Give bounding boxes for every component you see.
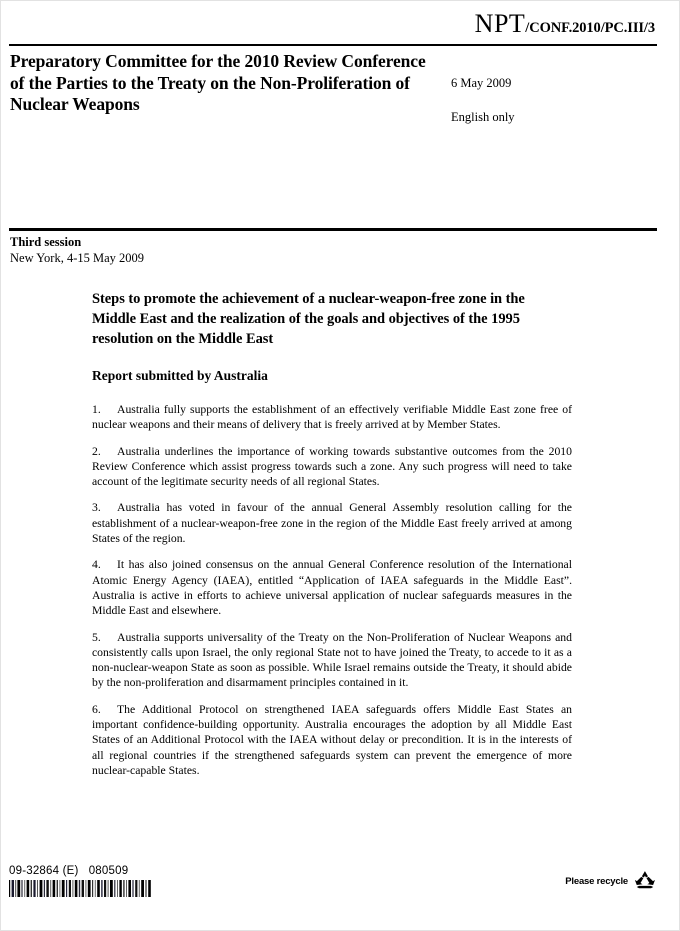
paragraph-number: 6. [92,702,101,716]
paragraph-text: Australia has voted in favour of the annual General Assembly resolution calling for the establishment of a nuclear-weapon-free zone in the region of the Middle East freely arrived at among States of the region. [92,501,572,546]
recycle-label: Please recycle [565,875,628,887]
paragraph-text: The Additional Protocol on strengthened IAEA safeguards offers Middle East States an important confidence-building opportunity. Australia encourages the adoption by all Middle East States of an Additional Protocol with the IAEA without delay or precondition. It is in the interests of all regional countries if the strengthened safeguards system can prevent the emergence of more nuclear-capable States. [92,702,572,777]
header-rule-bottom [9,228,657,231]
header-rule-top [9,44,657,46]
paragraph-number: 5. [92,630,101,644]
paragraph [92,444,572,490]
document-symbol-prefix: NPT [474,9,526,38]
paragraph-text: Australia underlines the importance of working towards substantive outcomes from the 2010 Review Conference which assist progress towards such a zone. Any such progress will need to take account of the legitimate security needs of all regional States. [92,444,572,489]
paragraph [92,702,572,778]
recycle-icon [633,870,657,892]
paragraph-number: 2. [92,444,101,458]
footer-left [9,865,309,897]
page-title: Preparatory Committee for the 2010 Review Conference of the Parties to the Treaty on the Non-Proliferation of Nuclear Weapons [10,51,426,114]
paragraph-list [92,402,572,778]
paragraph-text: Australia fully supports the establishment of an effectively verifiable Middle East zone free of nuclear weapons and their means of delivery that is freely arrived at by Member States. [92,403,572,432]
paragraph [92,402,572,433]
document-heading: Steps to promote the achievement of a nuclear-weapon-free zone in the Middle East and the realization of the goals and objectives of the 1995 resolution on the Middle East [92,291,525,347]
masthead-meta [451,75,661,125]
paragraph-text: Australia supports universality of the Treaty on the Non-Proliferation of Nuclear Weapons and consistently calls upon Israel, the only regional State not to have joined the Treaty, to accede to it as a non-nuclear-weapon State as soon as possible. While Israel remains outside the Treaty, it should abide by the non-proliferation and disarmament principles contained in it. [92,630,572,690]
paragraph [92,630,572,691]
document-language: English only [451,110,515,124]
document-symbol [9,9,655,39]
paragraph-number: 3. [92,501,101,515]
document-symbol-suffix: /CONF.2010/PC.III/3 [525,20,655,36]
paragraph [92,500,572,546]
session-place-dates: New York, 4-15 May 2009 [10,250,145,265]
footer-right [565,870,657,892]
paragraph-number: 1. [92,403,101,416]
session-block [10,235,144,266]
document-body [92,289,572,789]
paragraph-text: It has also joined consensus on the annual General Conference resolution of the International Atomic Energy Agency (IAEA), entitled “Application of IAEA safeguards in the Middle East”. Australia is active in efforts to achieve universal application of nuclear safeguards measures in the Middle East and elsewhere. [92,558,572,618]
paragraph [92,557,572,618]
job-number: 09-32864 (E) 080509 [9,865,129,877]
paragraph-number: 4. [92,558,101,572]
document-date: 6 May 2009 [451,76,512,90]
barcode [9,880,154,897]
report-submitted-by: Report submitted by Australia [92,368,268,383]
session-name: Third session [10,235,82,249]
